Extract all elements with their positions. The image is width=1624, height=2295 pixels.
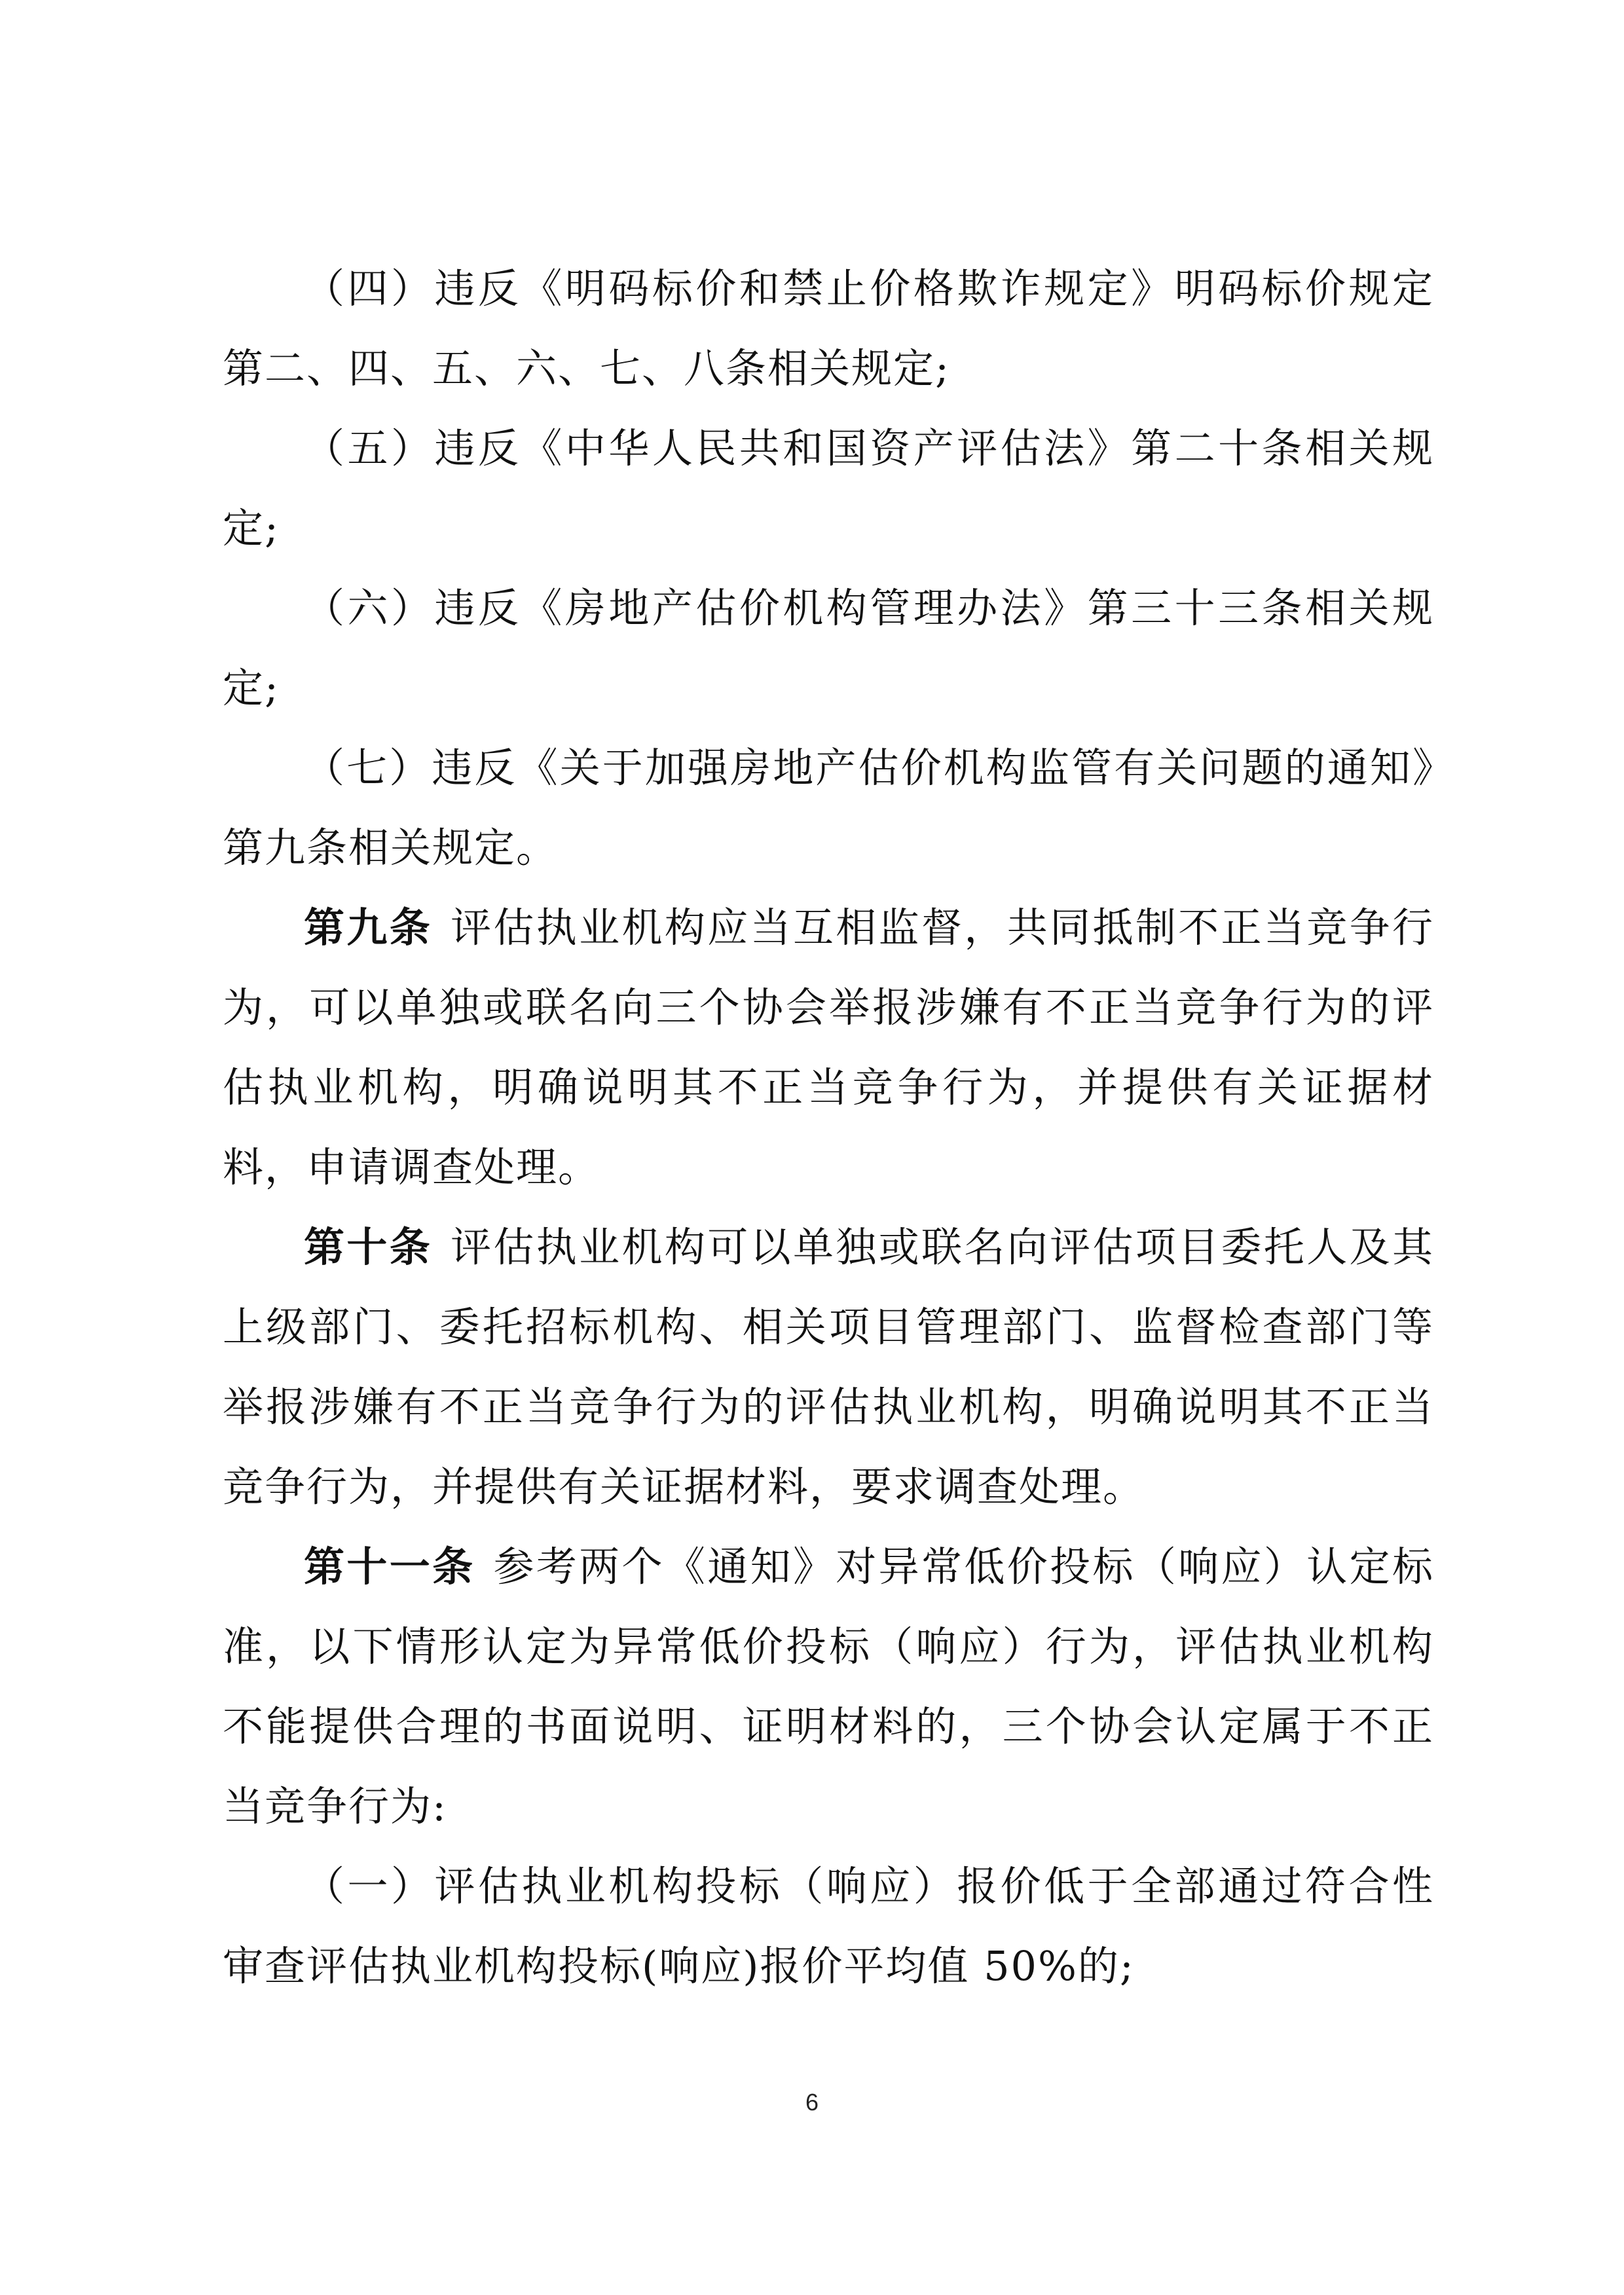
article-9 [223, 888, 1434, 1207]
article-heading: 第九条 [304, 904, 433, 951]
article-text: 评估执业机构应当互相监督，共同抵制不正当竞争行为，可以单独或联名向三个协会举报涉嫌有不正当竞争行为的评估执业机构，明确说明其不正当竞争行为，并提供有关证据材料，申请调查处理。 [223, 904, 1434, 1191]
page-number: 6 [805, 2089, 819, 2116]
article-heading: 第十条 [304, 1223, 433, 1271]
article-heading: 第十一条 [304, 1543, 475, 1590]
paragraph-text: （四）违反《明码标价和禁止价格欺诈规定》明码标价规定第二、四、五、六、七、八条相关规定; [223, 265, 1434, 392]
paragraph-item-7 [223, 728, 1434, 888]
paragraph-text: （六）违反《房地产估价机构管理办法》第三十三条相关规定; [223, 584, 1434, 712]
article-10 [223, 1207, 1434, 1527]
paragraph-item-5 [223, 409, 1434, 568]
article-text: 评估执业机构可以单独或联名向评估项目委托人及其上级部门、委托招标机构、相关项目管理部门、监督检查部门等举报涉嫌有不正当竞争行为的评估执业机构，明确说明其不正当竞争行为，并提供有关证据材料，要求调查处理。 [223, 1223, 1434, 1511]
article-11 [223, 1527, 1434, 1846]
paragraph-text: （七）违反《关于加强房地产估价机构监管有关问题的通知》第九条相关规定。 [223, 744, 1434, 872]
article-text: 参考两个《通知》对异常低价投标（响应）认定标准，以下情形认定为异常低价投标（响应）行为，评估执业机构不能提供合理的书面说明、证明材料的，三个协会认定属于不正当竞争行为: [223, 1543, 1434, 1830]
paragraph-text: （五）违反《中华人民共和国资产评估法》第二十条相关规定; [223, 424, 1434, 552]
paragraph-item-6 [223, 568, 1434, 728]
paragraph-text: （一）评估执业机构投标（响应）报价低于全部通过符合性审查评估执业机构投标(响应)报价平均值 50%的; [223, 1862, 1434, 1990]
paragraph-item-1 [223, 1846, 1434, 2006]
document-body [223, 249, 1434, 2006]
paragraph-item-4 [223, 249, 1434, 409]
